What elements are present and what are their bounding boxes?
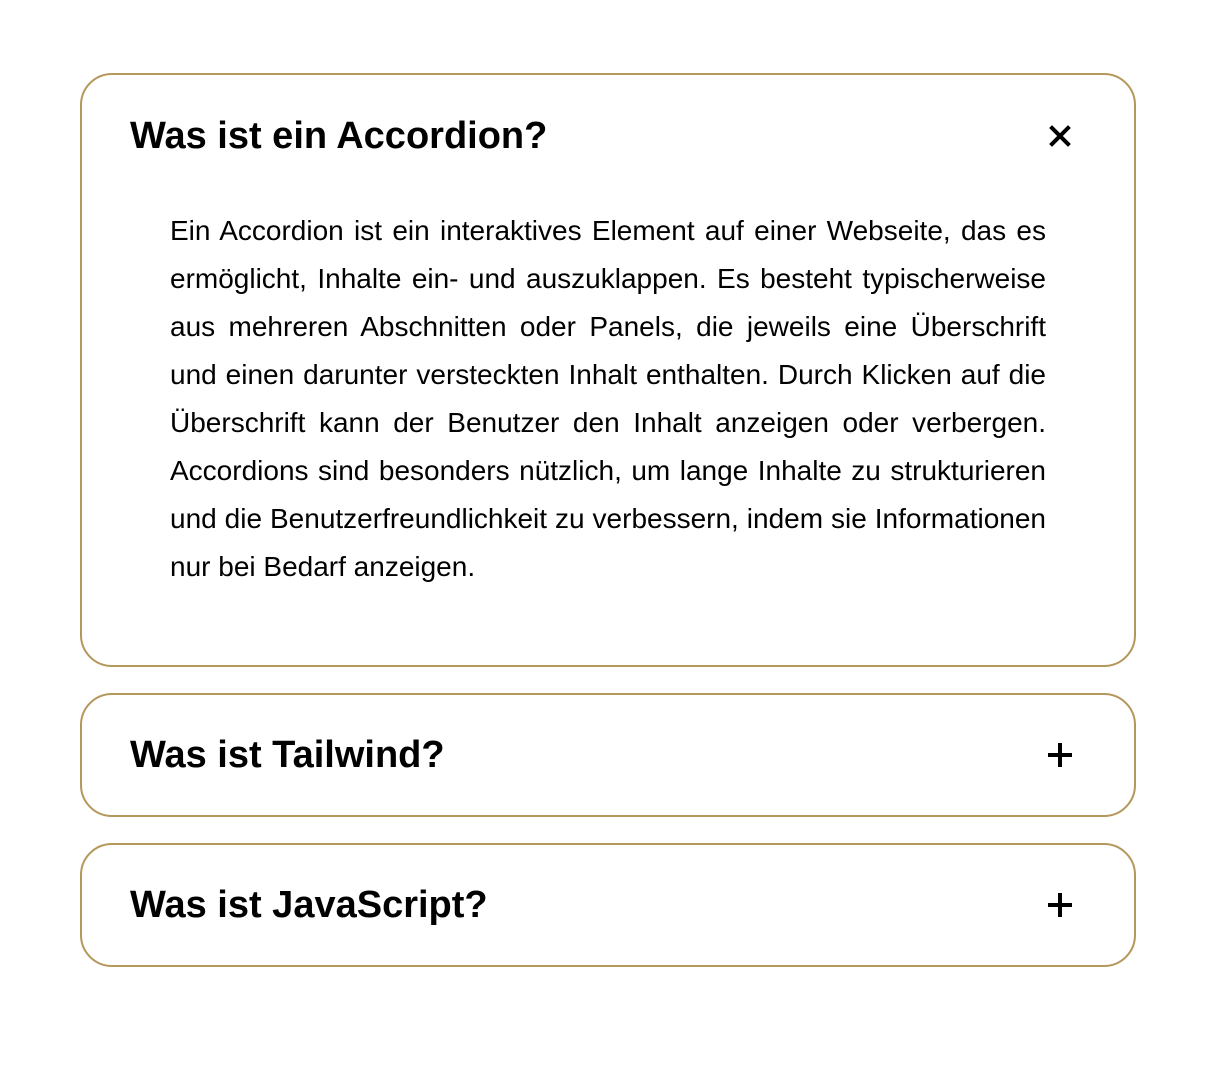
accordion-item-tailwind <box>80 693 1136 817</box>
accordion-content-text: Ein Accordion ist ein interaktives Element auf einer Webseite, das es ermöglicht, Inhalte ein- und auszuklappen. Es besteht typischerweise aus mehreren Abschnitten oder Panels, die jeweils eine Überschrift und einen darunter versteckten Inhalt enthalten. Durch Klicken auf die Überschrift kann der Benutzer den Inhalt anzeigen oder verbergen. Accordions sind besonders nützlich, um lange Inhalte zu strukturieren und die Benutzerfreundlichkeit zu verbessern, indem sie Informationen nur bei Bedarf anzeigen. <box>170 215 1046 582</box>
accordion-item-javascript <box>80 843 1136 967</box>
accordion-title: Was ist ein Accordion? <box>130 115 548 157</box>
accordion-header-tailwind[interactable] <box>82 695 1134 815</box>
close-icon[interactable] <box>1046 122 1074 150</box>
plus-icon[interactable] <box>1046 741 1074 769</box>
accordion-header-javascript[interactable] <box>82 845 1134 965</box>
accordion-item-accordion <box>80 73 1136 667</box>
plus-icon[interactable] <box>1046 891 1074 919</box>
accordion-header-accordion[interactable] <box>82 75 1134 197</box>
accordion-content <box>82 197 1134 665</box>
accordion-title: Was ist Tailwind? <box>130 734 445 776</box>
accordion-title: Was ist JavaScript? <box>130 884 488 926</box>
accordion <box>80 73 1136 993</box>
